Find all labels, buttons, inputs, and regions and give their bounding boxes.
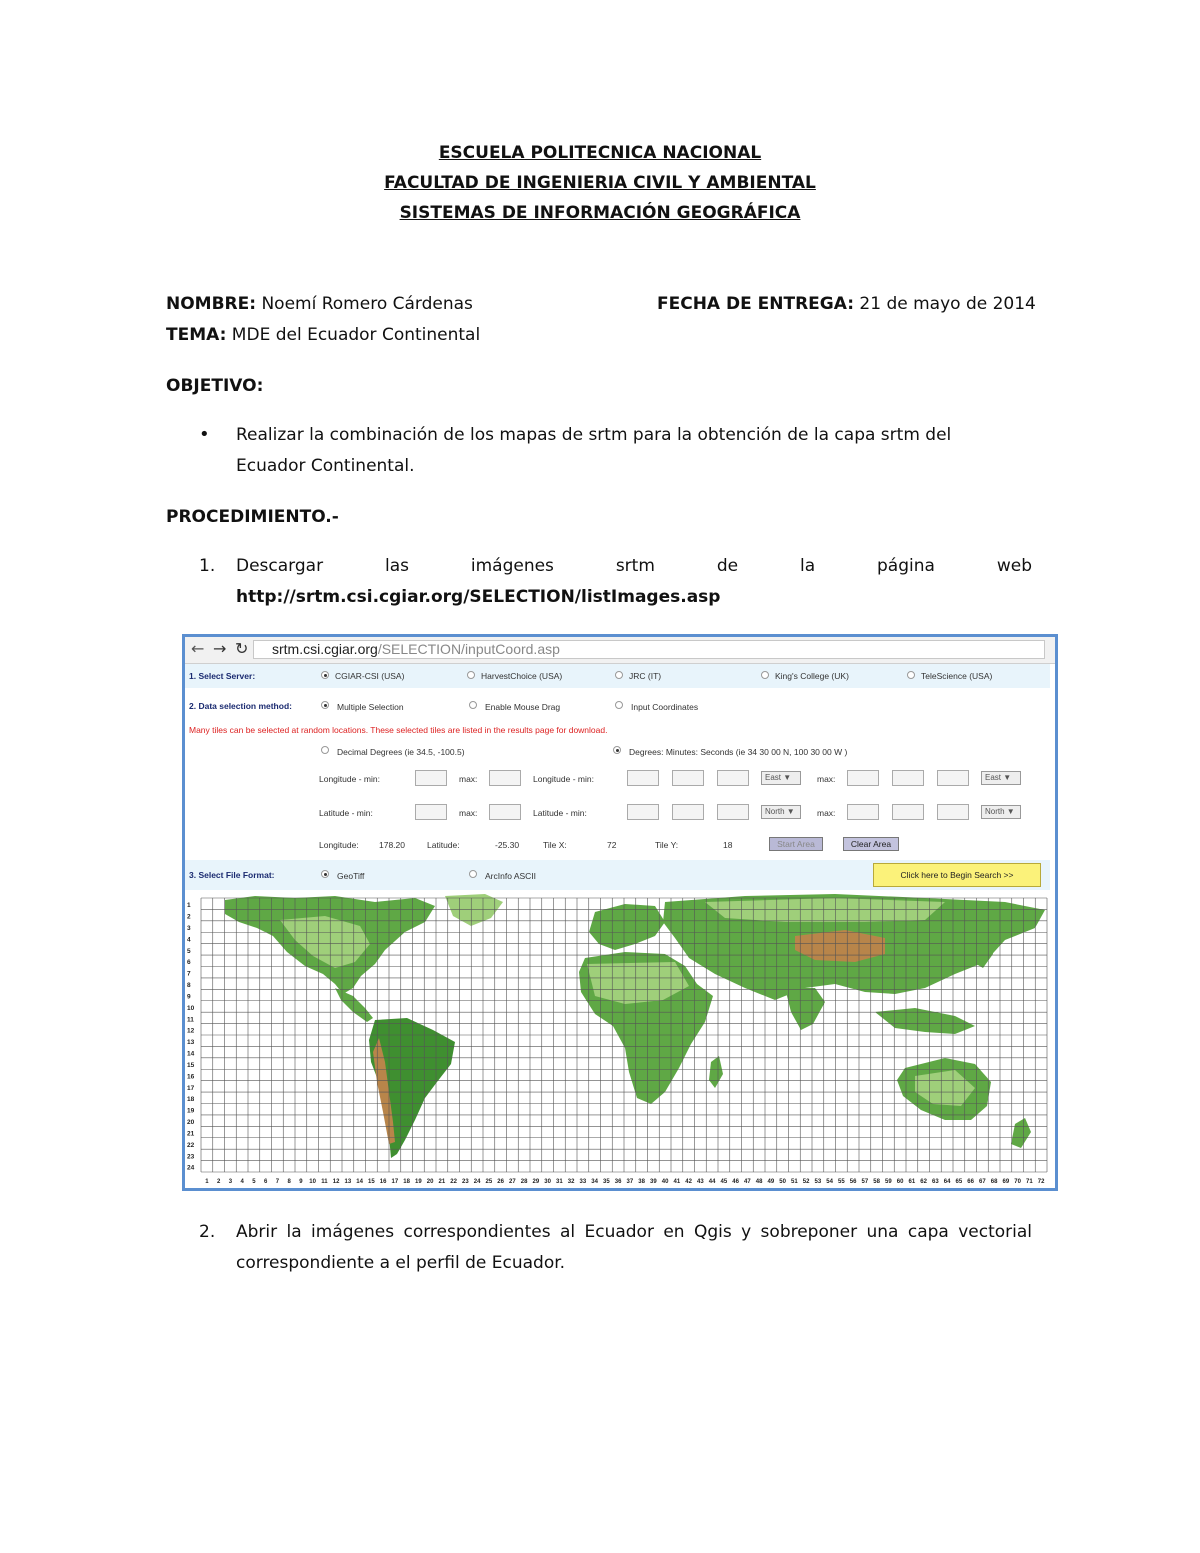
longitude-value: 178.20: [379, 840, 405, 850]
column-number: 50: [779, 1179, 786, 1185]
lat-min-deg-input[interactable]: [627, 804, 659, 820]
column-number: 14: [356, 1179, 363, 1185]
lat-max-input[interactable]: [489, 804, 521, 820]
column-number: 54: [826, 1179, 833, 1185]
column-number: 56: [849, 1179, 857, 1185]
column-number: 53: [814, 1179, 822, 1185]
warning-text: Many tiles can be selected at random locations. These selected tiles are listed in the results page for download.: [189, 725, 608, 735]
format-radio[interactable]: [321, 870, 329, 878]
column-number: 12: [332, 1179, 340, 1185]
lon-max-label: max:: [459, 774, 478, 784]
row-number: 21: [187, 1130, 195, 1138]
column-number: 4: [240, 1179, 244, 1185]
row-number: 23: [187, 1153, 195, 1161]
nombre-value: Noemí Romero Cárdenas: [256, 294, 473, 314]
column-number: 37: [626, 1179, 634, 1185]
column-number: 38: [638, 1179, 645, 1185]
column-number: 16: [379, 1179, 387, 1185]
step-1-word: las: [384, 556, 409, 576]
column-number: 28: [520, 1179, 528, 1185]
lon-max-input[interactable]: [489, 770, 521, 786]
column-number: 8: [287, 1179, 291, 1185]
procedimiento-heading: PROCEDIMIENTO.-: [166, 507, 339, 527]
lon-min-hemisphere-value: East: [765, 773, 782, 782]
server-option: HarvestChoice (USA): [481, 671, 563, 681]
tile-y-label: Tile Y:: [655, 840, 679, 850]
column-number: 11: [321, 1179, 328, 1185]
column-number: 65: [955, 1179, 963, 1185]
column-number: 26: [497, 1179, 504, 1185]
clear-area-button[interactable]: Clear Area: [843, 837, 899, 851]
server-radio[interactable]: [615, 671, 623, 679]
row-number: 2: [187, 913, 191, 921]
step-2-line-2: correspondiente a el perfil de Ecuador.: [236, 1253, 566, 1273]
lon-min-min-input[interactable]: [672, 770, 704, 786]
row-number: 15: [187, 1061, 195, 1069]
column-number: 60: [896, 1179, 904, 1185]
lat-min-sec-input[interactable]: [717, 804, 749, 820]
step-2-line-1: Abrir la imágenes correspondientes al Ecuador en Qgis y sobreponer una capa vectorial: [236, 1222, 1032, 1242]
browser-toolbar: [185, 637, 1055, 664]
lat-min-label: Latitude - min:: [319, 808, 373, 818]
lat-min-hemisphere-select[interactable]: North ▼: [761, 805, 801, 819]
lat-min-min-input[interactable]: [672, 804, 704, 820]
objetivo-line-1: Realizar la combinación de los mapas de srtm para la obtención de la capa srtm del: [236, 425, 952, 445]
row-number: 12: [187, 1027, 195, 1035]
column-number: 15: [368, 1179, 375, 1185]
column-number: 35: [603, 1179, 610, 1185]
column-number: 27: [509, 1179, 516, 1185]
row-number: 16: [187, 1073, 195, 1081]
method-label: 2. Data selection method:: [189, 701, 292, 711]
column-number: 33: [579, 1179, 587, 1185]
method-option: Enable Mouse Drag: [485, 702, 561, 712]
reload-icon[interactable]: ↻: [235, 639, 249, 658]
column-number: 61: [908, 1179, 916, 1185]
tema-value: MDE del Ecuador Continental: [226, 325, 481, 345]
step-1-word: srtm: [615, 556, 655, 576]
lon-max-dms-label: max:: [817, 774, 836, 784]
format-radio[interactable]: [469, 870, 477, 878]
column-number: 1: [205, 1179, 209, 1185]
column-number: 2: [216, 1179, 221, 1185]
server-radio[interactable]: [467, 671, 475, 679]
server-option: King's College (UK): [775, 671, 849, 681]
srtm-url[interactable]: http://srtm.csi.cgiar.org/SELECTION/listImages.asp: [236, 587, 721, 607]
row-number: 9: [187, 993, 191, 1001]
format-option: ArcInfo ASCII: [485, 871, 537, 881]
start-area-button[interactable]: Start Area: [769, 837, 823, 851]
title-line-1: ESCUELA POLITECNICA NACIONAL: [438, 143, 762, 163]
column-number: 32: [567, 1179, 575, 1185]
step-1-word: Descargar: [236, 556, 324, 576]
column-number: 21: [438, 1179, 446, 1185]
title-line-3: SISTEMAS DE INFORMACIÓN GEOGRÁFICA: [399, 203, 801, 223]
row-number: 14: [187, 1050, 195, 1058]
lon-max-hemisphere-select[interactable]: East ▼: [981, 771, 1021, 785]
begin-search-button[interactable]: Click here to Begin Search >>: [873, 863, 1041, 887]
method-radio[interactable]: [615, 701, 623, 709]
column-number: 58: [873, 1179, 880, 1185]
row-number: 10: [187, 1004, 195, 1012]
row-number: 13: [187, 1039, 195, 1047]
column-number: 57: [861, 1179, 869, 1185]
column-number: 7: [275, 1179, 280, 1185]
column-number: 69: [1002, 1179, 1010, 1185]
lon-min-sec-input[interactable]: [717, 770, 749, 786]
step-1-number: 1.: [199, 556, 216, 576]
column-number: 45: [720, 1179, 728, 1185]
world-map[interactable]: [185, 892, 1055, 1188]
method-option: Input Coordinates: [631, 702, 699, 712]
bullet-marker: •: [199, 424, 210, 445]
column-number: 62: [920, 1179, 927, 1185]
column-number: 59: [885, 1179, 892, 1185]
column-number: 39: [650, 1179, 657, 1185]
column-number: 46: [732, 1179, 739, 1185]
column-number: 55: [838, 1179, 845, 1185]
lat-max-label: max:: [459, 808, 478, 818]
column-number: 5: [252, 1179, 256, 1185]
server-label: 1. Select Server:: [189, 671, 256, 681]
url-path: /SELECTION/inputCoord.asp: [377, 641, 560, 657]
tile-map[interactable]: [185, 892, 1055, 1188]
lon-min-dms-label: Longitude - min:: [533, 774, 594, 784]
step-2-number: 2.: [199, 1222, 216, 1242]
siberia: [705, 898, 945, 922]
step-1-text: [236, 556, 1032, 576]
column-number: 18: [403, 1179, 410, 1185]
server-radio[interactable]: [761, 671, 769, 679]
column-number: 31: [556, 1179, 563, 1185]
step-1-word: la: [799, 556, 816, 576]
lon-max-deg-input[interactable]: [847, 770, 879, 786]
row-number: 7: [187, 970, 191, 978]
column-number: 51: [791, 1179, 798, 1185]
step-1-word: web: [996, 556, 1032, 576]
lat-max-hemisphere-select[interactable]: North ▼: [981, 805, 1021, 819]
column-number: 41: [673, 1179, 681, 1185]
column-number: 22: [450, 1179, 457, 1185]
step-1-word: imágenes: [470, 556, 554, 576]
srtm-screenshot: [182, 634, 1058, 1191]
column-number: 10: [309, 1179, 316, 1185]
column-number: 25: [485, 1179, 493, 1185]
back-icon[interactable]: ←: [191, 639, 205, 658]
tema-field: [166, 325, 480, 345]
column-number: 48: [755, 1179, 763, 1185]
step-1-word: página: [877, 556, 935, 576]
row-number: 1: [187, 902, 191, 910]
column-number: 64: [943, 1179, 951, 1185]
latitude-label: Latitude:: [427, 840, 460, 850]
server-option: JRC (IT): [629, 671, 662, 681]
column-number: 67: [979, 1179, 986, 1185]
column-number: 34: [591, 1179, 598, 1185]
column-number: 6: [263, 1179, 268, 1185]
column-number: 20: [426, 1179, 434, 1185]
lon-min-label: Longitude - min:: [319, 774, 380, 784]
method-radio[interactable]: [469, 701, 477, 709]
nombre-label: NOMBRE:: [166, 294, 257, 314]
lat-min-dms-label: Latitude - min:: [533, 808, 587, 818]
coord-mode-radio[interactable]: [321, 746, 329, 754]
row-number: 8: [187, 982, 191, 990]
row-number: 11: [187, 1016, 194, 1024]
row-number: 4: [187, 936, 191, 944]
nombre-field: [166, 294, 473, 314]
row-number: 20: [187, 1119, 195, 1127]
tile-x-value: 72: [607, 840, 617, 850]
column-number: 23: [462, 1179, 469, 1185]
method-option: Multiple Selection: [337, 702, 404, 712]
column-number: 29: [532, 1179, 540, 1185]
column-number: 19: [415, 1179, 422, 1185]
tile-x-label: Tile X:: [543, 840, 567, 850]
lat-max-hemisphere-value: North: [985, 807, 1005, 816]
column-number: 71: [1026, 1179, 1033, 1185]
column-number: 17: [391, 1179, 399, 1185]
lon-min-deg-input[interactable]: [627, 770, 659, 786]
column-number: 3: [228, 1179, 233, 1185]
title-line-2: FACULTAD DE INGENIERIA CIVIL Y AMBIENTAL: [384, 173, 816, 193]
column-number: 63: [932, 1179, 939, 1185]
lon-max-hemisphere-value: East: [985, 773, 1002, 782]
lat-max-min-input[interactable]: [892, 804, 924, 820]
tile-y-value: 18: [723, 840, 733, 850]
column-number: 43: [697, 1179, 704, 1185]
format-label: 3. Select File Format:: [189, 870, 275, 880]
forward-icon[interactable]: →: [213, 639, 227, 658]
fecha-label: FECHA DE ENTREGA:: [657, 294, 855, 314]
column-number: 70: [1014, 1179, 1021, 1185]
row-number: 19: [187, 1107, 195, 1115]
column-number: 13: [344, 1179, 352, 1185]
address-bar[interactable]: [253, 640, 1045, 659]
fecha-field: [657, 294, 1036, 314]
column-number: 66: [967, 1179, 974, 1185]
objetivo-heading: OBJETIVO:: [166, 376, 264, 396]
server-option: CGIAR-CSI (USA): [335, 671, 405, 681]
lon-min-hemisphere-select[interactable]: East ▼: [761, 771, 801, 785]
column-number: 40: [661, 1179, 669, 1185]
method-radio[interactable]: [321, 701, 329, 709]
lat-max-dms-label: max:: [817, 808, 836, 818]
url-host: srtm.csi.cgiar.org: [272, 641, 378, 657]
column-number: 52: [802, 1179, 810, 1185]
server-radio[interactable]: [321, 671, 329, 679]
lon-max-sec-input[interactable]: [937, 770, 969, 786]
longitude-label: Longitude:: [319, 840, 359, 850]
format-option: GeoTiff: [337, 871, 365, 881]
coord-mode-option: Degrees: Minutes: Seconds (ie 34 30 00 N, 100 30 00 W ): [629, 747, 848, 757]
latitude-value: -25.30: [495, 840, 520, 850]
server-option: TeleScience (USA): [921, 671, 993, 681]
srtm-form: [185, 664, 1055, 892]
row-number: 6: [187, 959, 191, 967]
row-number: 22: [187, 1141, 195, 1149]
lat-max-deg-input[interactable]: [847, 804, 879, 820]
objetivo-line-2: Ecuador Continental.: [236, 456, 415, 476]
column-number: 30: [544, 1179, 551, 1185]
fecha-value: 21 de mayo de 2014: [854, 294, 1036, 314]
column-number: 42: [685, 1179, 692, 1185]
server-radio[interactable]: [907, 671, 915, 679]
column-number: 36: [614, 1179, 622, 1185]
row-number: 17: [187, 1084, 195, 1092]
lon-min-input[interactable]: [415, 770, 447, 786]
row-number: 3: [187, 924, 191, 932]
column-number: 24: [473, 1179, 481, 1185]
coord-mode-radio[interactable]: [613, 746, 621, 754]
column-number: 72: [1037, 1179, 1045, 1185]
lat-max-sec-input[interactable]: [937, 804, 969, 820]
column-number: 47: [744, 1179, 751, 1185]
lat-min-hemisphere-value: North: [765, 807, 785, 816]
tema-label: TEMA:: [166, 325, 227, 345]
column-number: 49: [767, 1179, 775, 1185]
row-number: 5: [187, 947, 191, 955]
column-number: 9: [299, 1179, 303, 1185]
coord-mode-option: Decimal Degrees (ie 34.5, -100.5): [337, 747, 465, 757]
lon-max-min-input[interactable]: [892, 770, 924, 786]
column-number: 68: [990, 1179, 998, 1185]
row-number: 18: [187, 1096, 195, 1104]
step-1-word: de: [716, 556, 739, 576]
column-number: 44: [708, 1179, 716, 1185]
lat-min-input[interactable]: [415, 804, 447, 820]
row-number: 24: [187, 1164, 195, 1172]
